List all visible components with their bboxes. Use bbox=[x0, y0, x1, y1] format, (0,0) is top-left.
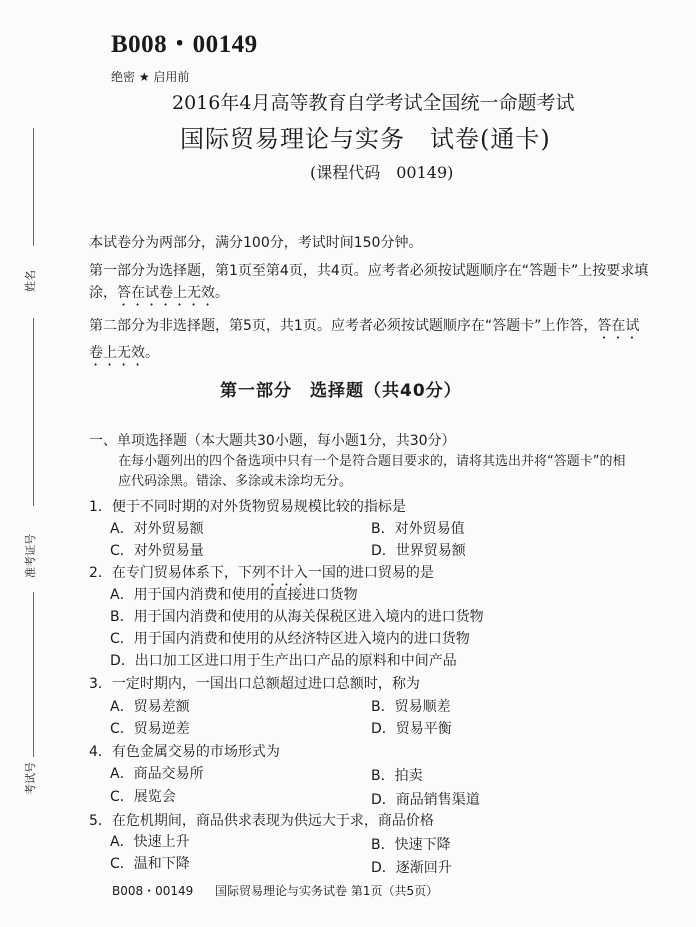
id-label: 准考证号 bbox=[24, 534, 37, 578]
option-b: B．贸易顺差 bbox=[371, 699, 451, 715]
option-c: C．展览会 bbox=[110, 789, 176, 805]
intro-line-3: 第二部分为非选择题，第5页，共1页。应考者必须按试题顺序在“答题卡”上作答，答在试卷上无效。 bbox=[89, 318, 640, 361]
question-stem: 5．在危机期间，商品供求表现为供远大于求，商品价格 bbox=[89, 813, 434, 829]
name-label: 姓名 bbox=[24, 270, 37, 292]
paper-code: B008・00149 bbox=[111, 31, 258, 58]
option-d: D．贸易平衡 bbox=[371, 721, 452, 737]
part-title: 第一部分 选择题（共40分） bbox=[220, 381, 462, 401]
question-stem: 4．有色金属交易的市场形式为 bbox=[89, 744, 280, 760]
option-a: A．快速上升 bbox=[110, 834, 190, 850]
option-a: A．对外贸易额 bbox=[110, 521, 204, 537]
option-b: B．用于国内消费和使用的从海关保税区进入境内的进口货物 bbox=[110, 609, 484, 625]
room-line bbox=[33, 592, 34, 757]
option-b: B．快速下降 bbox=[371, 837, 451, 853]
secret-label: 绝密 ★ 启用前 bbox=[111, 70, 190, 84]
course-code: (课程代码 00149) bbox=[310, 163, 454, 182]
option-b: B．对外贸易值 bbox=[371, 521, 465, 537]
option-a: A．贸易差额 bbox=[110, 699, 190, 715]
id-line bbox=[33, 318, 34, 506]
option-c: C．用于国内消费和使用的从经济特区进入境内的进口货物 bbox=[110, 631, 470, 647]
exam-instructions bbox=[89, 232, 649, 375]
option-d: D．出口加工区进口用于生产出口产品的原料和中间产品 bbox=[110, 653, 457, 669]
exam-title: 2016年4月高等教育自学考试全国统一命题考试 bbox=[172, 92, 575, 114]
option-c: C．对外贸易量 bbox=[110, 543, 204, 559]
intro-line-2: 第一部分为选择题，第1页至第4页，共4页。应考者必须按试题顺序在“答题卡”上按要求填涂，答在试卷上无效。 bbox=[89, 263, 649, 301]
option-b: B．拍卖 bbox=[371, 768, 423, 784]
intro-line-1: 本试卷分为两部分，满分100分，考试时间150分钟。 bbox=[89, 235, 423, 251]
question-stem: 3．一定时期内，一国出口总额超过进口总额时，称为 bbox=[89, 676, 420, 692]
subject-title: 国际贸易理论与实务 试卷(通卡) bbox=[180, 125, 551, 153]
option-d: D．世界贸易额 bbox=[371, 543, 466, 559]
option-c: C．贸易逆差 bbox=[110, 721, 190, 737]
name-line bbox=[33, 128, 34, 246]
option-d: D．商品销售渠道 bbox=[371, 792, 480, 808]
section-note: 在每小题列出的四个备选项中只有一个是符合题目要求的，请将其选出并将“答题卡”的相应代码涂黑。错涂、多涂或未涂均无分。 bbox=[118, 454, 626, 489]
room-label: 考试号 bbox=[24, 762, 37, 795]
question-stem: 2．在专门贸易体系下，下列不计入一国的进口贸易的是 bbox=[89, 565, 434, 581]
option-a: A．用于国内消费和使用的直接进口货物 bbox=[110, 587, 358, 603]
question-stem: 1．便于不同时期的对外货物贸易规模比较的指标是 bbox=[89, 499, 406, 515]
footer-page-info: 国际贸易理论与实务试卷 第1页（共5页） bbox=[215, 884, 439, 898]
footer-code: B008・00149 bbox=[112, 884, 194, 898]
option-d: D．逐渐回升 bbox=[371, 860, 452, 876]
section-heading: 一、单项选择题（本大题共30小题，每小题1分，共30分） bbox=[89, 433, 456, 449]
option-c: C．温和下降 bbox=[110, 856, 190, 872]
option-a: A．商品交易所 bbox=[110, 766, 204, 782]
